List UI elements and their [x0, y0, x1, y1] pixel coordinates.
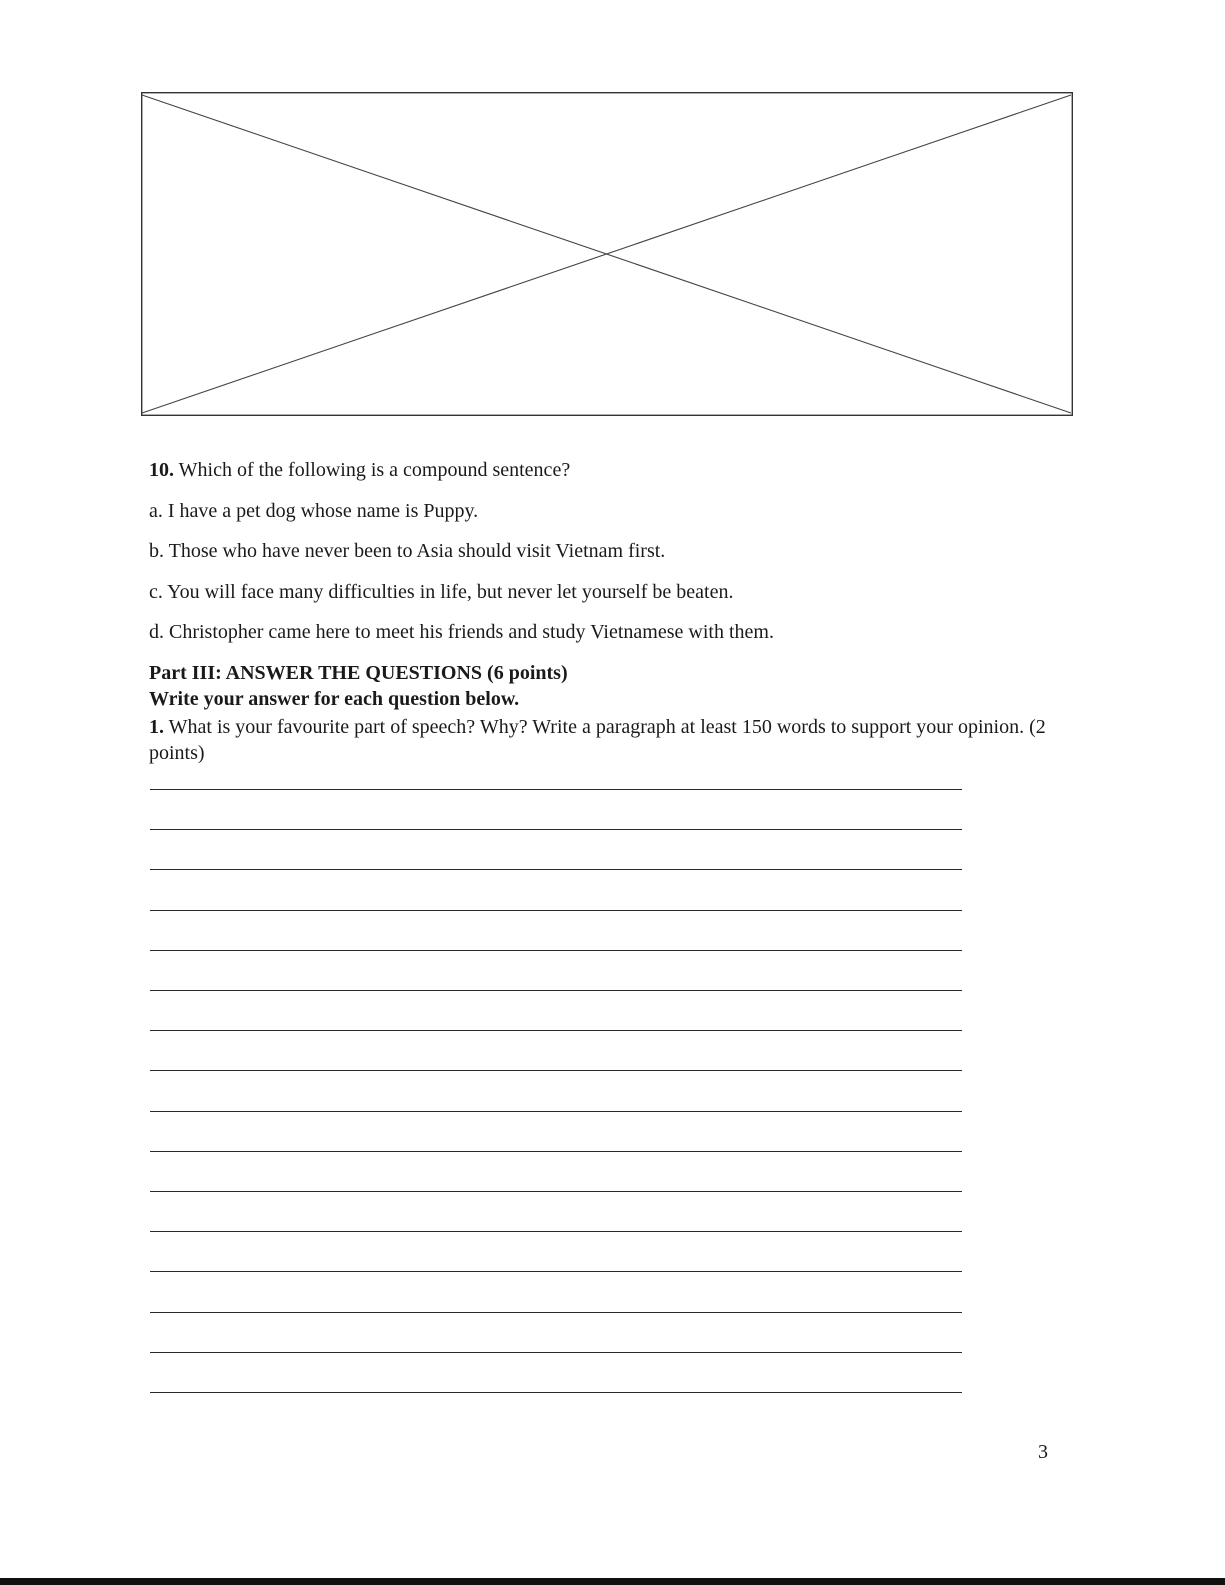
answer-line[interactable] [150, 1030, 962, 1031]
question-10-text: Which of the following is a compound sentence? [174, 459, 571, 481]
answer-line[interactable] [150, 869, 962, 870]
answer-line[interactable] [150, 990, 962, 991]
part-3-question-1 [149, 714, 1049, 766]
answer-line[interactable] [150, 910, 962, 911]
option-d: d. Christopher came here to meet his friends and study Vietnamese with them. [149, 621, 774, 643]
answer-line[interactable] [150, 1312, 962, 1313]
question-10 [149, 458, 570, 482]
answer-line[interactable] [150, 1352, 962, 1353]
question-10-number: 10. [149, 459, 174, 481]
option-a: a. I have a pet dog whose name is Puppy. [149, 500, 479, 522]
answer-line[interactable] [150, 829, 962, 830]
answer-line[interactable] [150, 1271, 962, 1272]
crossed-box-icon [141, 92, 1073, 416]
page-bottom-edge [0, 1578, 1225, 1585]
part-3-question-1-text: What is your favourite part of speech? Why? Write a paragraph at least 150 words to support your opinion. (2 points) [149, 716, 1046, 764]
answer-line[interactable] [150, 1231, 962, 1232]
part-3-instruction: Write your answer for each question below. [149, 688, 520, 710]
option-b: b. Those who have never been to Asia should visit Vietnam first. [149, 540, 666, 562]
part-3-question-1-number: 1. [149, 716, 164, 738]
page-number: 3 [1038, 1441, 1048, 1463]
answer-line[interactable] [150, 1070, 962, 1071]
image-placeholder [141, 92, 1073, 416]
answer-line[interactable] [150, 1191, 962, 1192]
option-c: c. You will face many difficulties in life, but never let yourself be beaten. [149, 581, 734, 603]
answer-line[interactable] [150, 1392, 962, 1393]
answer-line[interactable] [150, 950, 962, 951]
part-3-heading: Part III: ANSWER THE QUESTIONS (6 points) [149, 662, 568, 684]
answer-line[interactable] [150, 789, 962, 790]
answer-line[interactable] [150, 1151, 962, 1152]
answer-line[interactable] [150, 1111, 962, 1112]
